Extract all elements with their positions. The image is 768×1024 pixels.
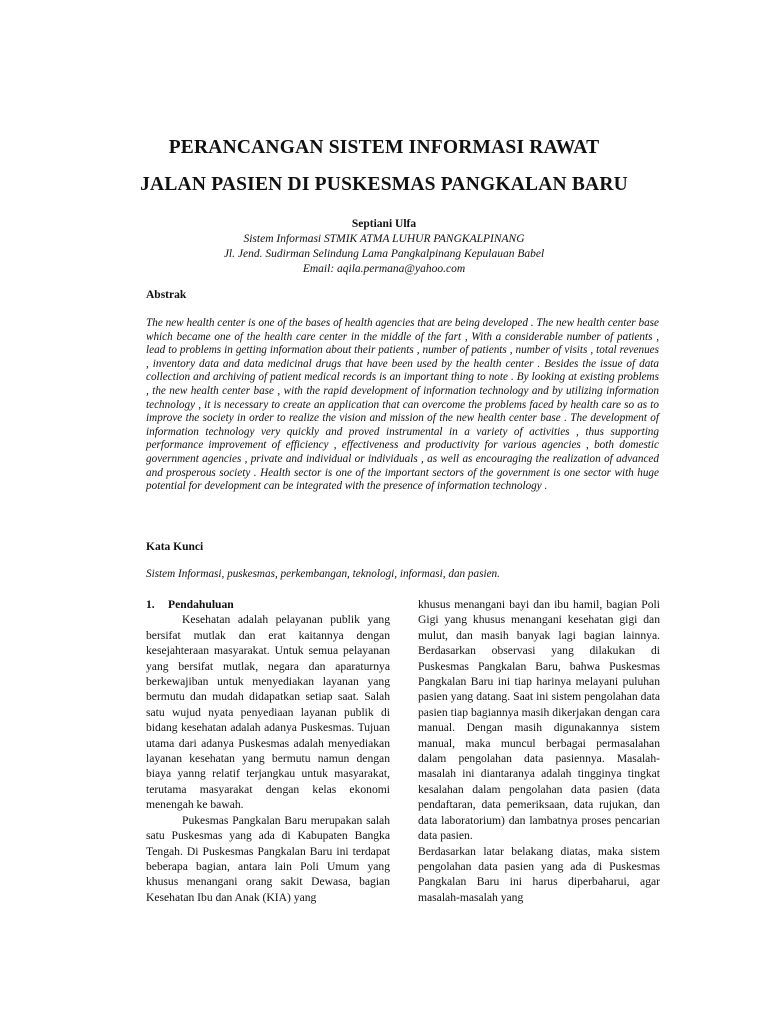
paper-title-line-1: PERANCANGAN SISTEM INFORMASI RAWAT bbox=[168, 137, 600, 158]
paper-title-line-2: JALAN PASIEN DI PUSKESMAS PANGKALAN BARU bbox=[140, 174, 628, 195]
author-address: Jl. Jend. Sudirman Selindung Lama Pangkalpinang Kepulauan Babel bbox=[223, 248, 545, 260]
paragraph: Pukesmas Pangkalan Baru merupakan salah satu Puskesmas yang ada di Kabupaten Bangka Tengah. Di Puskesmas Pangkalan Baru ini terdapat beberapa bagian, antara lain Poli Umum yang khusus menangani orang sakit Dewasa, bagian Kesehatan Ibu dan Anak (KIA) yang bbox=[146, 813, 390, 904]
paragraph: Berdasarkan latar belakang diatas, maka sistem pengolahan data pasien yang ada di Puskesmas Pangkalan Baru ini harus diperbaharui, agar masalah-masalah yang bbox=[418, 844, 660, 904]
abstract-text: The new health center is one of the bases of health agencies that are being developed . The new health center base which became one of the health care center in the middle of the fart , With a considerable number of patients , lead to problems in getting information about their patients , number of patients , number of visits , total revenues , inventory data and data medicinal drugs that have been used by the health center . Besides the issue of data collection and archiving of patient medical records is an important thing to note . By looking at existing problems , the new health center base , with the rapid development of information technology and by utilizing information technology , it is necessary to create an application that can overcome the problems faced by health care so as to improve the society in order to realize the vision and mission of the new health center base . The development of information technology very quickly and proved instrumental in a variety of activities , thus supporting performance improvement of efficiency , effectiveness and productivity for various agencies , both domestic government agencies , private and individual or individuals , as well as encouraging the realization of advanced and prosperous society . Health sector is one of the important sectors of the government is one sector with huge potential for development can be integrated with the presence of information technology . bbox=[146, 317, 659, 493]
keywords-heading: Kata Kunci bbox=[146, 541, 204, 553]
paragraph: khusus menangani bayi dan ibu hamil, bagian Poli Gigi yang khusus menangani kesehatan gigi dan mulut, dan masih banyak lagi bagian lainnya. Berdasarkan observasi yang dilakukan di Puskesmas Pangkalan Baru, bahwa Puskesmas Pangkalan Baru ini tiap harinya melayani puluhan pasien yang datang. Saat ini sistem pengolahan data pasien tiap bagiannya masih dikerjakan dengan cara manual. Dengan masih digunakannya sistem manual, maka muncul berbagai permasalahan dalam pengolahan data pasiennya. Masalah-masalah ini diantaranya adalah tingginya tingkat kesalahan dalam pengolahan data pasien (data pendaftaran, data pemeriksaan, data rujukan, dan data laboratorium) dan lambatnya proses pencarian data pasien. bbox=[418, 598, 660, 843]
keywords-text: Sistem Informasi, puskesmas, perkembangan, teknologi, informasi, dan pasien. bbox=[146, 568, 500, 580]
paragraph: Kesehatan adalah pelayanan publik yang bersifat mutlak dan erat kaitannya dengan kesejahteraan masyarakat. Untuk semua pelayanan yang bersifat mutlak, negara dan aparaturnya berkewajiban untuk menyediakan layanan yang bermutu dan mudah didapatkan setiap saat. Salah satu wujud nyata penyediaan layanan publik di bidang kesehatan adalah adanya Puskesmas. Tujuan utama dari adanya Puskesmas adalah menyediakan layanan kesehatan yang bermutu namun dengan biaya yanng relatif terjangkau untuk masyarakat, terutama masyarakat dengan kelas ekonomi menengah ke bawah. bbox=[146, 613, 390, 812]
body-column-left bbox=[146, 597, 390, 905]
author-affiliation: Sistem Informasi STMIK ATMA LUHUR PANGKALPINANG bbox=[243, 233, 525, 245]
author-name: Septiani Ulfa bbox=[351, 218, 417, 230]
section-heading bbox=[146, 597, 390, 612]
abstract-heading: Abstrak bbox=[146, 289, 187, 301]
section-title: Pendahuluan bbox=[168, 598, 234, 611]
author-block bbox=[0, 217, 768, 277]
author-email: Email: aqila.permana@yahoo.com bbox=[302, 263, 466, 275]
section-number: 1. bbox=[146, 598, 155, 611]
body-column-right bbox=[418, 597, 660, 905]
